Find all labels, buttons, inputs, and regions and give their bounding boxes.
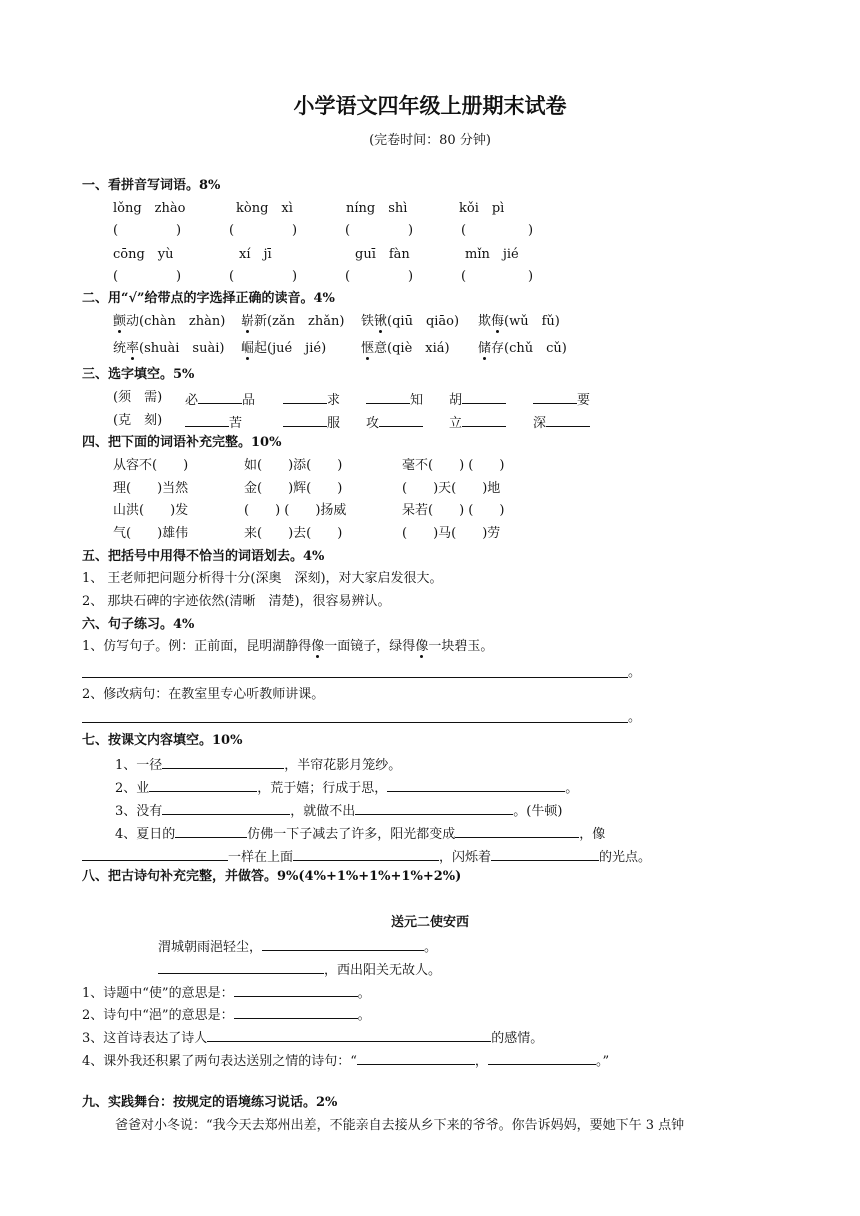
blank-item[interactable]: 知 xyxy=(366,389,423,410)
paren-open: ( xyxy=(461,269,467,284)
paren-close: ) xyxy=(292,269,298,284)
page-subtitle: (完卷时间：80 分钟) xyxy=(369,133,491,148)
fill-line-4[interactable]: 4、夏日的 仿佛一下子减去了许多，阳光都变成 ，像 xyxy=(115,823,605,844)
question-8-2[interactable]: 2、诗句中“浥”的意思是： 。 xyxy=(82,1004,371,1025)
choice-label: (克 刻) xyxy=(113,413,163,428)
idiom-blank[interactable]: 山洪( )发 xyxy=(113,503,189,518)
reading-item[interactable]: 崛起(jué jié) xyxy=(241,341,327,356)
line-end-period: 。 xyxy=(628,665,642,680)
pinyin-2: kòng xì xyxy=(236,201,293,216)
idiom-blank[interactable]: 来( )去( ) xyxy=(244,526,343,541)
paren-open: ( xyxy=(229,269,235,284)
line-end-period: 。 xyxy=(628,710,642,725)
reading-item[interactable]: 统率(shuài suài) xyxy=(113,341,225,356)
fill-line-2[interactable]: 2、业 ，荒于嬉；行成于思， 。 xyxy=(115,777,578,798)
poem-title: 送元二使安西 xyxy=(390,915,469,930)
pinyin-8: mǐn jié xyxy=(465,247,519,262)
paren-open: ( xyxy=(345,269,351,284)
poem-line-1[interactable]: 渭城朝雨浥轻尘， 。 xyxy=(158,936,437,957)
blank-item[interactable]: 深 xyxy=(533,412,590,433)
paren-close: ) xyxy=(176,269,182,284)
idiom-blank[interactable]: 如( )添( ) xyxy=(244,458,343,473)
paren-open: ( xyxy=(461,223,467,238)
blank-item[interactable]: 立 xyxy=(449,412,506,433)
blank-item[interactable]: 胡 xyxy=(449,389,506,410)
idiom-blank[interactable]: 气( )雄伟 xyxy=(113,526,189,541)
section-7-heading: 七、按课文内容填空。10% xyxy=(82,733,243,748)
pinyin-3: níng shì xyxy=(346,201,408,216)
pinyin-5: cōng yù xyxy=(113,247,174,262)
idiom-blank[interactable]: 金( )辉( ) xyxy=(244,481,343,496)
blank-item[interactable]: 必 品 xyxy=(185,389,255,410)
poem-line-2[interactable]: ，西出阳关无故人。 xyxy=(158,959,441,980)
section-2-heading: 二、用“√”给带点的字选择正确的读音。4% xyxy=(82,291,335,306)
reading-item[interactable]: 颤动(chàn zhàn) xyxy=(113,314,226,329)
question-8-3[interactable]: 3、这首诗表达了诗人 的感情。 xyxy=(82,1027,543,1048)
paren-open: ( xyxy=(345,223,351,238)
paren-open: ( xyxy=(113,223,119,238)
idiom-blank[interactable]: 毫不( ) ( ) xyxy=(402,458,505,473)
question-8-4[interactable]: 4、课外我还积累了两句表达送别之情的诗句：“ ， 。” xyxy=(82,1050,609,1071)
idiom-blank[interactable]: ( ) ( )扬威 xyxy=(244,503,347,518)
reading-item[interactable]: 铁锹(qiū qiāo) xyxy=(361,314,460,329)
question-8-1[interactable]: 1、诗题中“使”的意思是： 。 xyxy=(82,982,371,1003)
fill-line-3[interactable]: 3、没有 ，就做不出 。(牛顿) xyxy=(115,800,562,821)
section-3-heading: 三、选字填空。5% xyxy=(82,367,195,382)
fill-line-5[interactable]: 一样在上面 ，闪烁着 的光点。 xyxy=(82,846,651,867)
section-9-text: 爸爸对小冬说：“我今天去郑州出差，不能亲自去接从乡下来的爷爷。你告诉妈妈，要她下午 3 点钟 xyxy=(115,1118,685,1133)
pinyin-6: xí jī xyxy=(239,247,272,262)
idiom-blank[interactable]: 呆若( ) ( ) xyxy=(402,503,505,518)
paren-close: ) xyxy=(408,223,414,238)
blank-item[interactable]: 服 xyxy=(283,412,340,433)
paren-close: ) xyxy=(408,269,414,284)
section-5-heading: 五、把括号中用得不恰当的词语划去。4% xyxy=(82,549,325,564)
section-8-heading: 八、把古诗句补充完整，并做答。9%(4%+1%+1%+1%+2%) xyxy=(82,869,462,884)
question-6-1: 1、仿写句子。例：正前面，昆明湖静得像一面镜子，绿得像一块碧玉。 xyxy=(82,639,494,654)
section-4-heading: 四、把下面的词语补充完整。10% xyxy=(82,435,282,450)
idiom-blank[interactable]: 从容不( ) xyxy=(113,458,189,473)
reading-item[interactable]: 崭新(zǎn zhǎn) xyxy=(241,314,345,329)
paren-close: ) xyxy=(292,223,298,238)
pinyin-1: lǒng zhào xyxy=(113,201,186,216)
idiom-blank[interactable]: ( )马( )劳 xyxy=(402,526,501,541)
section-9-heading: 九、实践舞台：按规定的语境练习说话。2% xyxy=(82,1095,338,1110)
idiom-blank[interactable]: 理( )当然 xyxy=(113,481,189,496)
page-title: 小学语文四年级上册期末试卷 xyxy=(293,93,567,118)
choice-label: (须 需) xyxy=(113,390,163,405)
paren-close: ) xyxy=(176,223,182,238)
reading-item[interactable]: 欺侮(wǔ fǔ) xyxy=(478,314,560,329)
pinyin-7: guī fàn xyxy=(355,247,410,262)
question-5-2[interactable]: 2、 那块石碑的字迹依然(清晰 清楚)，很容易辨认。 xyxy=(82,594,391,609)
section-6-heading: 六、句子练习。4% xyxy=(82,617,195,632)
idiom-blank[interactable]: ( )天( )地 xyxy=(402,481,501,496)
blank-item[interactable]: 攻 xyxy=(366,412,423,433)
paren-close: ) xyxy=(528,223,534,238)
paren-open: ( xyxy=(229,223,235,238)
reading-item[interactable]: 储存(chǔ cǔ) xyxy=(478,341,567,356)
fill-line-1[interactable]: 1、一径 ，半帘花影月笼纱。 xyxy=(115,754,401,775)
question-5-1[interactable]: 1、 王老师把问题分析得十分(深奥 深刻)，对大家启发很大。 xyxy=(82,571,443,586)
section-1-heading: 一、看拼音写词语。8% xyxy=(82,178,221,193)
reading-item[interactable]: 惬意(qiè xiá) xyxy=(361,341,450,356)
answer-line[interactable] xyxy=(82,722,628,723)
paren-close: ) xyxy=(528,269,534,284)
blank-item[interactable]: 苦 xyxy=(185,412,242,433)
answer-line[interactable] xyxy=(82,677,628,678)
question-6-2: 2、修改病句：在教室里专心听教师讲课。 xyxy=(82,687,325,702)
blank-item[interactable]: 求 xyxy=(283,389,340,410)
pinyin-4: kǒi pì xyxy=(459,201,505,216)
blank-item[interactable]: 要 xyxy=(533,389,590,410)
paren-open: ( xyxy=(113,269,119,284)
